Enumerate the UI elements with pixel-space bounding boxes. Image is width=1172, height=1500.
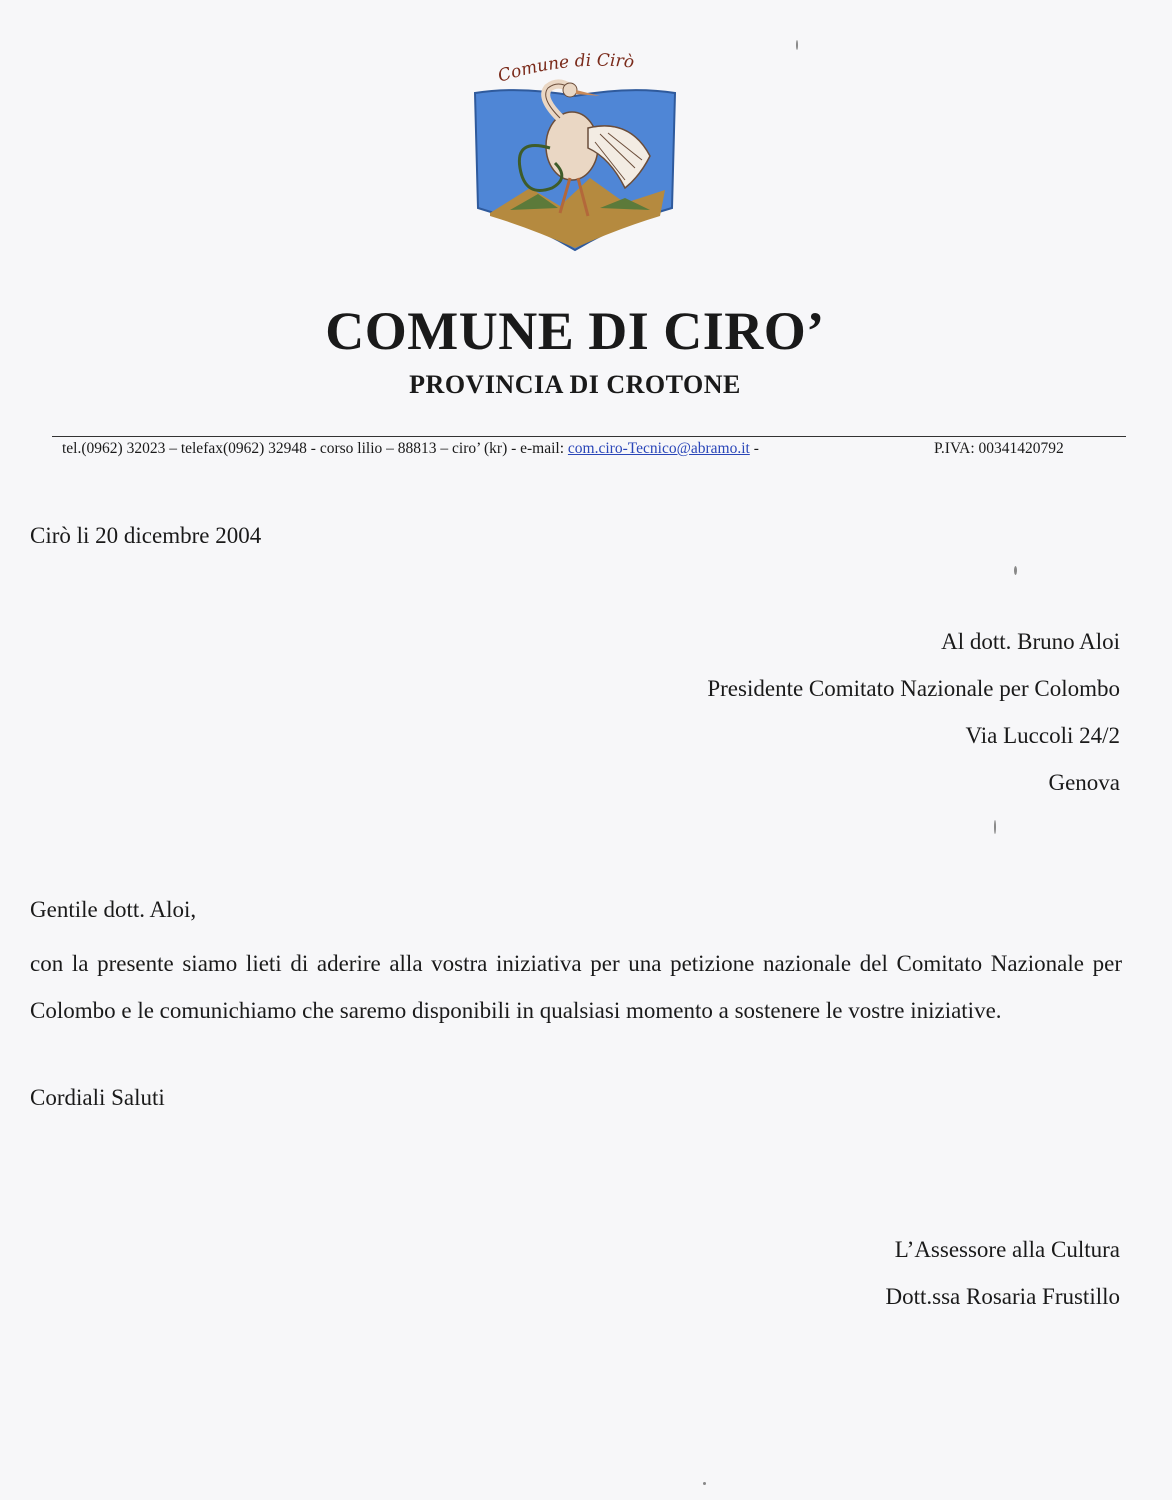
recipient-street: Via Luccoli 24/2 [965,723,1120,748]
letter-date: Cirò li 20 dicembre 2004 [30,523,262,548]
signature-block [886,1226,1120,1320]
svg-text:Comune di Cirò: Comune di Cirò [495,50,635,87]
scan-speck [796,40,798,50]
letter-body: con la presente siamo lieti di aderire alla vostra iniziativa per una petizione nazionale del Comitato Nazionale per Colombo e le comunichiamo che saremo disponibili in qualsiasi momento a sostenere le vostre iniziative. [30,951,1122,1023]
recipient-name: Al dott. Bruno Aloi [941,629,1120,654]
letter-greeting: Gentile dott. Aloi, [30,897,197,922]
recipient-title: Presidente Comitato Nazionale per Colombo [707,676,1120,701]
contact-line [62,440,1122,458]
header-divider [52,436,1126,437]
scan-speck [1014,566,1017,575]
recipient-city: Genova [1048,770,1120,795]
scan-speck [994,820,996,834]
letter-closing: Cordiali Saluti [30,1085,165,1110]
page-title: COMUNE DI CIRO’ [325,301,825,361]
recipient-block [707,618,1120,806]
signatory-role: L’Assessore alla Cultura [894,1237,1120,1262]
email-link[interactable]: com.ciro-Tecnico@abramo.it [567,440,750,457]
motto-text [490,48,680,88]
contact-prefix: tel.(0962) 32023 – telefax(0962) 32948 - corso lilio – 88813 – ciro’ (kr) - e-mail: [62,440,568,457]
scan-speck [703,1482,706,1485]
contact-suffix: - [749,440,759,457]
page-subtitle: PROVINCIA DI CROTONE [409,370,741,399]
vat-number: P.IVA: 00341420792 [934,440,1064,457]
signatory-name: Dott.ssa Rosaria Frustillo [885,1284,1120,1309]
